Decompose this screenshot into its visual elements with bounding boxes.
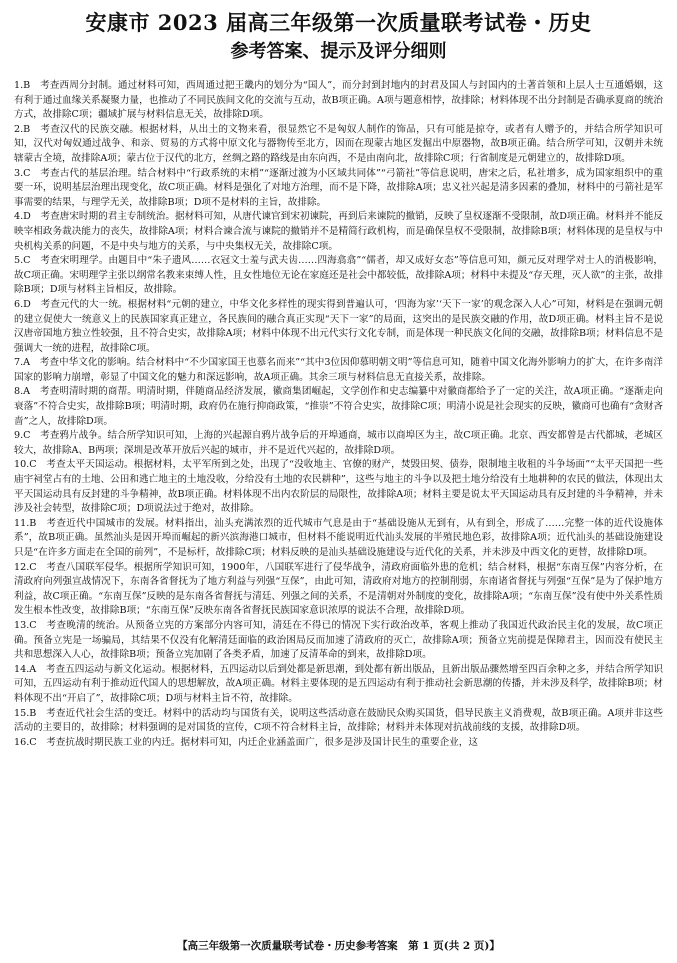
answer-item: 15.B 考查近代社会生活的变迁。材料中的活动均与国货有关，说明这些活动意在鼓励民众购买国货，倡导民族主义消费观，故B项正确。A项并非这些活动的主要目的，故排除；材料强调的是对国货的宣传，C项不符合材料主旨，故排除；材料并未体现对抗战前线的支援，故排除D项。 (14, 707, 663, 734)
answer-item: 7.A 考查中华文化的影响。结合材料中“不少国家国王也慕名而来”“其中3位因仰慕明朝文明”等信息可知，随着中国文化海外影响力的扩大，在许多南洋国家的影响力崩增，彰显了中国文化的魅力和深远影响，故A项正确。其余三项与材料信息无直接关系，故排除。 (14, 357, 663, 383)
answer-item: 6.D 考查元代的大一统。根据材料“元朝的建立，中华文化多样性的现实得到普遍认可，‘四海为家’‘天下一家’的观念深入人心”可知，材料是在强调元朝的建立促使大一统意义上的民族国家真正建立，各民族间的融合真正实现“天下一家”的局面，这突出的是民族交融的作用，故D项正确。材料主旨不是说汉唐帝国地方独立性较强，且不符合史实，故排除A项；材料中体现不出元代实行文化专制，而是体现一种民族文化间的交融，故排除B项；材料信息不是强调大一统的进程，故排除C项。 (14, 298, 663, 354)
answer-item: 5.C 考查宋明理学。由题目中“朱子遗风……衣冠文士羞与武夫齿……四海翕翕”“儒者，却又成好女态”等信息可知，颜元反对理学对士人的消极影响，故C项正确。宋明理学主张以纲常名教来束缚人性，且女性地位无论在家庭还是社会中都较低，故排除A项；材料中未提及“存天理，灭人欲”的主张，故排除B项；D项与材料主旨相反，故排除。 (14, 255, 663, 296)
page-footer: 【高三年级第一次质量联考试卷・历史参考答案 第 1 页(共 2 页)】 (177, 940, 500, 952)
answer-item: 16.C 考查抗战时期民族工业的内迁。据材料可知，内迁企业涵盖面广，很多是涉及国计民生的重要企业，这 (14, 736, 478, 748)
answer-item: 4.D 考查唐宋时期的君主专制统治。据材料可知，从唐代谏官到宋初谏院，再到后来谏院的撤销，反映了皇权逐渐不受限制，故D项正确。材料并不能反映宰相政务裁决能力的丧失，故排除A项；材料合谏合流与谏院的撤销并不是精简行政机构，而是确保皇权不受限制，故排除B项；材料体现的是皇权与中央机构关系的问题，不是中央与地方的关系，与中央集权无关，故排除C项。 (14, 211, 663, 252)
answer-item: 11.B 考查近代中国城市的发展。材料指出，汕头充满浓烈的近代城市气息是由于“基础设施从无到有，从有到全，形成了……完整一体的近代设施体系”，故B项正确。虽然汕头是因开埠而崛起的新兴滨海港口城市，但材料不能说明近代汕头发展的半殖民地色彩，故排除A项；近代汕头的基础设施建设只是“在许多方面走在全国的前列”，不是标杆，故排除C项；材料反映的是汕头基础设施建设与近代化的关系，并未涉及中西文化的更替，故排除D项。 (14, 517, 663, 558)
answer-item: 9.C 考查鸦片战争。结合所学知识可知，上海的兴起源自鸦片战争后的开埠通商，城市以商埠区为主，故C项正确。北京、西安都曾是古代都城，老城区较大，故排除A、B两项；深圳是改革开放后兴起的城市，并不是近代兴起的，故排除D项。 (14, 430, 663, 456)
answer-item: 1.B 考查西周分封制。通过材料可知，西周通过把王畿内的划分为“国人”，而分封到封地内的封君及国人与封国内的土著首领和上层人士互通婚姻，这有利于通过血缘关系凝聚力量，也推动了不同民族间文化的交流与互动，故B项正确。A项与题意相悖，故排除；材料体现不出分封制是否确承夏商的统治方式，故排除C项；疆域扩展与材料信息无关，故排除D项。 (14, 80, 663, 121)
answer-list (14, 79, 663, 750)
answer-item: 10.C 考查太平天国运动。根据材料，太平军所到之处，出现了“没收地主、官僚的财产，焚毁田契、债券，限制地主收租的斗争场面”“太平天国把一些庙宇祠堂占有的土地、公田和逃亡地主的土地没收，分给没有土地的农民耕种”，这些与地主的斗争以及把土地分给没有土地耕种的农民的做法，体现出太平天国运动具有反封建的斗争精神，故B项正确。材料体现不出内农阶层的局限性，故排除A项；材料主要是说太平天国运动具有反封建的斗争精神，并未涉及社会转型，故排除C项；D项说法过于绝对，故排除。 (14, 459, 663, 515)
answer-item: 13.C 考查晚清的统治。从预备立宪的方案部分内容可知，清廷在不得已的情况下实行政治改革，客观上推动了我国近代政治民主化的发展，故C项正确。预备立宪是一场骗局，其结果不仅没有化解清廷面临的政治困局反而加速了清政府的灭亡，故排除A项；预备立宪前提是保障君主，因而没有使民主共和思想深入人心，故排除B项；预备立宪加剧了各类矛盾，加速了反清革命的到来，故排除D项。 (14, 619, 663, 661)
answer-item: 8.A 考查明清时期的商帮。明清时期，伴随商品经济发展，徽商集团崛起，文学创作和史志编纂中对徽商都给予了一定的关注，故A项正确。“逐渐走向衰落”不符合史实，故排除B项；明清时期，政府仍在施行抑商政策，“推崇”不符合史实，故排除C项；明清小说是社会现实的反映，徽商可也确有“贪财吝啬”之人，故排除D项。 (14, 386, 663, 427)
answer-item: 12.C 考查八国联军侵华。根据所学知识可知，1900年，八国联军进行了侵华战争，清政府面临外患的危机；结合材料，根据“东南互保”内容分析，在清政府向列强宣战情况下，东南各省督抚为了地方利益与列强“互保”，由此可知，清政府对地方的控制削弱，东南诸省督抚与列强“互保”是为了保护地方利益，故C项正确。“东南互保”反映的是东南各省督抚与清廷、列强之间的关系，不是清朝对外制度的变化，故排除A项；“东南互保”没有使中外关系性质发生根本性改变，故排除B项；“东南互保”反映东南各省督抚民族国家意识浓厚的说法不合理，故排除D项。 (14, 561, 663, 617)
page-subtitle: 参考答案、提示及评分细则 (230, 41, 447, 62)
page-title: 安康市 2023 届高三年级第一次质量联考试卷・历史 (85, 10, 592, 35)
answer-item: 2.B 考查汉代的民族交融。根据材料，从出土的文物来看，很显然它不是匈奴人制作的饰品，只有可能是掠夺，或者有人赠予的，并结合所学知识可知，汉代对匈奴通过战争、和亲、贸易的方式将中原文化与器物传至北方，因而在现蒙古地区发掘出中原器物，故B项正确。结合所学可知，汉朝并未统辖蒙古全境，故排除A项；蒙古位于汉代的北方，丝绸之路的路线是由东向西，不是由南向北，故排除C项；行省制度是元朝建立的，故排除D项。 (14, 123, 663, 164)
answer-item: 3.C 考查古代的基层治理。结合材料中“行政系统的末梢”“逐渐过渡为小区域共同体”“弓箭社”等信息说明，唐宋之后，私社增多，成为国家组织中的重要一环，说明基层治理出现变化，故C项正确。材料是强化了对地方治理，而不是下降，故排除A项；忠义社兴起是清多因素的叠加，材料中的弓箭社是军事需要的结果，与理学无关，故排除B项；D项不是材料的主旨，故排除。 (14, 167, 663, 208)
answer-item: 14.A 考查五四运动与新文化运动。根据材料，五四运动以后到处都是新思潮，到处都有新出版品，且新出版品骤然增至四百余种之多，并结合所学知识可知，五四运动有利于推动近代国人的思想解放，故A项正确。材料主要体现的是五四运动有利于推动社会新思潮的传播，并未涉及科学，故排除B项；材料体现不出“开启了”，故排除C项；D项与材料主旨不符，故排除。 (14, 663, 663, 704)
